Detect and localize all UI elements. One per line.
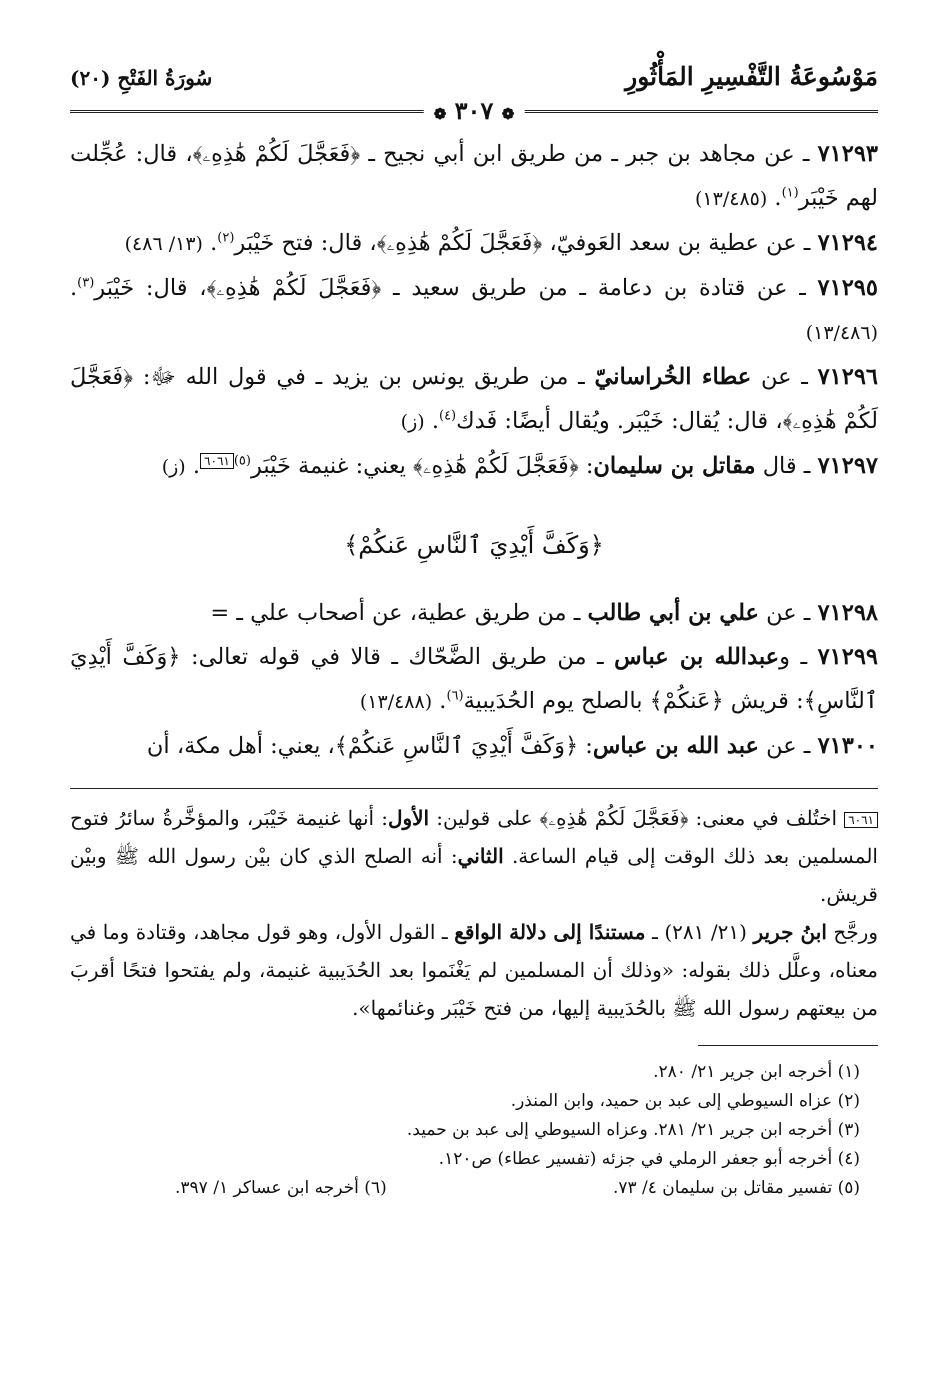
narration-text: ـ من طريق يونس بن يزيد ـ في قول الله ﷻ: — [133, 364, 595, 390]
surah-title: سُورَةُ الفَتْحِ (٢٠) — [70, 66, 213, 90]
footnote-marker[interactable]: (٥) — [233, 453, 251, 469]
footnote-6: (٦) أخرجه ابن عساكر ١/ ٣٩٧. — [175, 1178, 387, 1198]
narrator-name: مقاتل بن سليمان — [593, 453, 756, 479]
punct: . — [185, 453, 201, 479]
narration-number: ٧١٢٩٣ — [817, 141, 878, 167]
narration-7294 — [70, 221, 878, 266]
narration-text: ـ عن مجاهد بن جبر ـ من طريق ابن أبي نجيح ـ — [360, 141, 818, 167]
narration-text: ـ من طريق عطية، عن أصحاب علي ـ = — [210, 600, 588, 626]
footnote-marker[interactable]: (٢) — [217, 230, 235, 246]
commentary-ref-box[interactable]: ٦٠٦١ — [200, 453, 234, 469]
footnote-3: (٣) أخرجه ابن جرير ٢١/ ٢٨١. وعزاه السيوطي إلى عبد بن حميد. — [406, 1120, 860, 1140]
narration-text: : ﴿وَكَفَّ أَيْدِيَ ٱلنَّاسِ عَنكُمْ﴾، يعني: أهل مكة، أن — [146, 733, 593, 759]
verse-heading: ﴿وَكَفَّ أَيْدِيَ ٱلنَّاسِ عَنكُمْ﴾ — [344, 531, 604, 559]
narration-number: ٧١٣٠٠ — [817, 733, 878, 759]
narration-7295 — [70, 266, 878, 355]
narration-7296 — [70, 355, 878, 444]
narration-number: ٧١٢٩٥ — [817, 275, 878, 301]
ornament-icon: ❁ — [433, 105, 447, 123]
volume-ref: (ز) — [161, 456, 186, 478]
quran-quote: ﴿فَعَجَّلَ لَكُمْ هَٰذِهِۦ﴾ — [376, 230, 543, 256]
commentary-text: : أنه الصلح الذي كان بيْن رسول الله ﷺ وبيْن قريش. — [70, 844, 878, 906]
commentary-divider — [70, 788, 878, 789]
footnote-marker[interactable]: (٤) — [438, 408, 457, 424]
narration-7298 — [70, 591, 878, 635]
commentary-block — [70, 799, 878, 1027]
narration-number: ٧١٢٩٨ — [817, 600, 878, 626]
commentary-text: (٢١/ ٢٨١) ـ — [645, 920, 754, 944]
punct: . — [424, 408, 439, 434]
first-opinion-label: الأول — [387, 806, 430, 830]
commentary-para-2 — [70, 913, 878, 1027]
main-text — [70, 132, 878, 768]
volume-ref: (١٣/٤٨٨) — [359, 691, 433, 713]
narration-text: ـ عن — [758, 733, 818, 759]
footnote-marker[interactable]: (١) — [781, 185, 799, 201]
footnote-marker[interactable]: (٦) — [446, 688, 464, 704]
quran-quote: ﴿فَعَجَّلَ لَكُمْ هَٰذِهِۦ﴾ — [70, 364, 878, 434]
narration-number: ٧١٢٩٩ — [817, 644, 878, 670]
narrator-name: عطاء الخُراسانيّ — [594, 364, 752, 390]
footnotes-rule — [698, 1045, 878, 1046]
series-title: مَوْسُوعَةُ التَّفْسِيرِ المَأْثُورِ — [625, 62, 878, 91]
punct: . — [70, 275, 78, 301]
narration-text: ، قال: يُقال: خَيْبَر. ويُقال أيضًا: فَدك — [456, 408, 783, 434]
punct: . — [432, 688, 447, 714]
narration-text: ـ عن — [758, 600, 818, 626]
volume-ref: (١٣/ ٤٨٦) — [124, 233, 203, 255]
footnote-4: (٤) أخرجه أبو جعفر الرملي في جزئه (تفسير عطاء) ص١٢٠. — [438, 1149, 860, 1169]
commentary-text: اختُلف في معنى: ﴿فَعَجَّلَ لَكُمْ هَٰذِهِۦ﴾ على قولين: — [429, 806, 845, 830]
commentary-para-1 — [70, 799, 878, 913]
narration-number: ٧١٢٩٤ — [817, 230, 878, 256]
narration-text: ـ عن قتادة بن دعامة ـ من طريق سعيد ـ — [381, 275, 818, 301]
ornament-icon: ❁ — [501, 105, 515, 123]
narration-text: ـ عن عطية بن سعد العَوفيّ، — [542, 230, 818, 256]
page-number-group — [424, 96, 525, 125]
header-rule — [70, 96, 878, 126]
footnote-1: (١) أخرجه ابن جرير ٢١/ ٢٨٠. — [653, 1062, 860, 1082]
commentary-text: ورجَّح — [826, 920, 879, 944]
commentary-text: : أنها غنيمة خَيْبَر، والمؤخَّرةُ سائرُ فتوح المسلمين بعد ذلك الوقت إلى قيام الساعة. — [70, 806, 878, 868]
commentary-text: ـ القول الأول، وهو قول مجاهد، وقتادة وما في معناه، وعلَّل ذلك بقوله: «وذلك أن المسلمين لم يَغْنَموا بعد الحُدَيبية غنيمة، ولم يفتحوا فتحًا أقربَ من بيعتهم رسول الله ﷺ بالحُدَيبية إليها، من فتح خَيْبَر وغنائمها». — [70, 920, 878, 1020]
footnote-row-5-6 — [175, 1174, 860, 1203]
footnote-5: (٥) تفسير مقاتل بن سليمان ٤/ ٧٣. — [612, 1178, 860, 1198]
narration-text: : — [578, 453, 594, 479]
method-label: مستندًا إلى دلالة الواقع — [454, 920, 646, 944]
narration-7293 — [70, 132, 878, 221]
narration-7300 — [70, 724, 878, 768]
volume-ref: (١٣/٤٨٥) — [695, 188, 768, 210]
page-number: ٣٠٧ — [454, 96, 494, 125]
narration-number: ٧١٢٩٦ — [817, 364, 878, 390]
volume-ref: (ز) — [400, 411, 425, 433]
volume-ref: (١٣/٤٨٦) — [805, 322, 878, 344]
footnotes-list — [70, 1058, 860, 1203]
scholar-name: ابنُ جرير — [753, 920, 827, 944]
second-opinion-label: الثاني — [457, 844, 504, 868]
narration-number: ٧١٢٩٧ — [817, 453, 878, 479]
footnote-2: (٢) عزاه السيوطي إلى عبد بن حميد، وابن المنذر. — [510, 1091, 860, 1111]
narrator-name: عبد الله بن عباس — [592, 733, 759, 759]
narration-text: يعني: غنيمة خَيْبَر — [250, 453, 413, 479]
narration-text: ، قال: عُجِّلت لهم خَيْبَر — [70, 141, 878, 211]
narration-7297 — [70, 444, 878, 489]
punct: . — [202, 230, 218, 256]
book-page — [70, 62, 878, 1203]
narration-text: ـ عن — [751, 364, 818, 390]
narration-text: ـ قال — [755, 453, 818, 479]
narration-text: ـ و — [779, 644, 818, 670]
quran-quote: ﴿فَعَجَّلَ لَكُمْ هَٰذِهِۦ﴾ — [412, 453, 579, 479]
narration-text: ، قال: خَيْبَر — [94, 275, 207, 301]
punct: . — [767, 185, 782, 211]
commentary-number-box: ٦٠٦١ — [844, 812, 878, 828]
narration-text: ـ من طريق الضَّحّاك ـ قالا في قوله تعالى: ﴿وَكَفَّ أَيْدِيَ ٱلنَّاسِ﴾: قريش ﴿عَنكُمْ﴾ بالصلح يوم الحُدَيبية — [70, 644, 878, 714]
narrator-name: علي بن أبي طالب — [587, 600, 759, 626]
footnote-marker[interactable]: (٣) — [77, 275, 95, 291]
page-header — [70, 62, 878, 96]
quran-quote: ﴿فَعَجَّلَ لَكُمْ هَٰذِهِۦ﴾ — [206, 275, 382, 301]
narrator-name: عبدالله بن عباس — [614, 644, 780, 670]
quran-quote: ﴿فَعَجَّلَ لَكُمْ هَٰذِهِۦ﴾ — [192, 141, 361, 167]
narration-text: ، قال: فتح خَيْبَر — [234, 230, 377, 256]
narration-7299 — [70, 635, 878, 724]
